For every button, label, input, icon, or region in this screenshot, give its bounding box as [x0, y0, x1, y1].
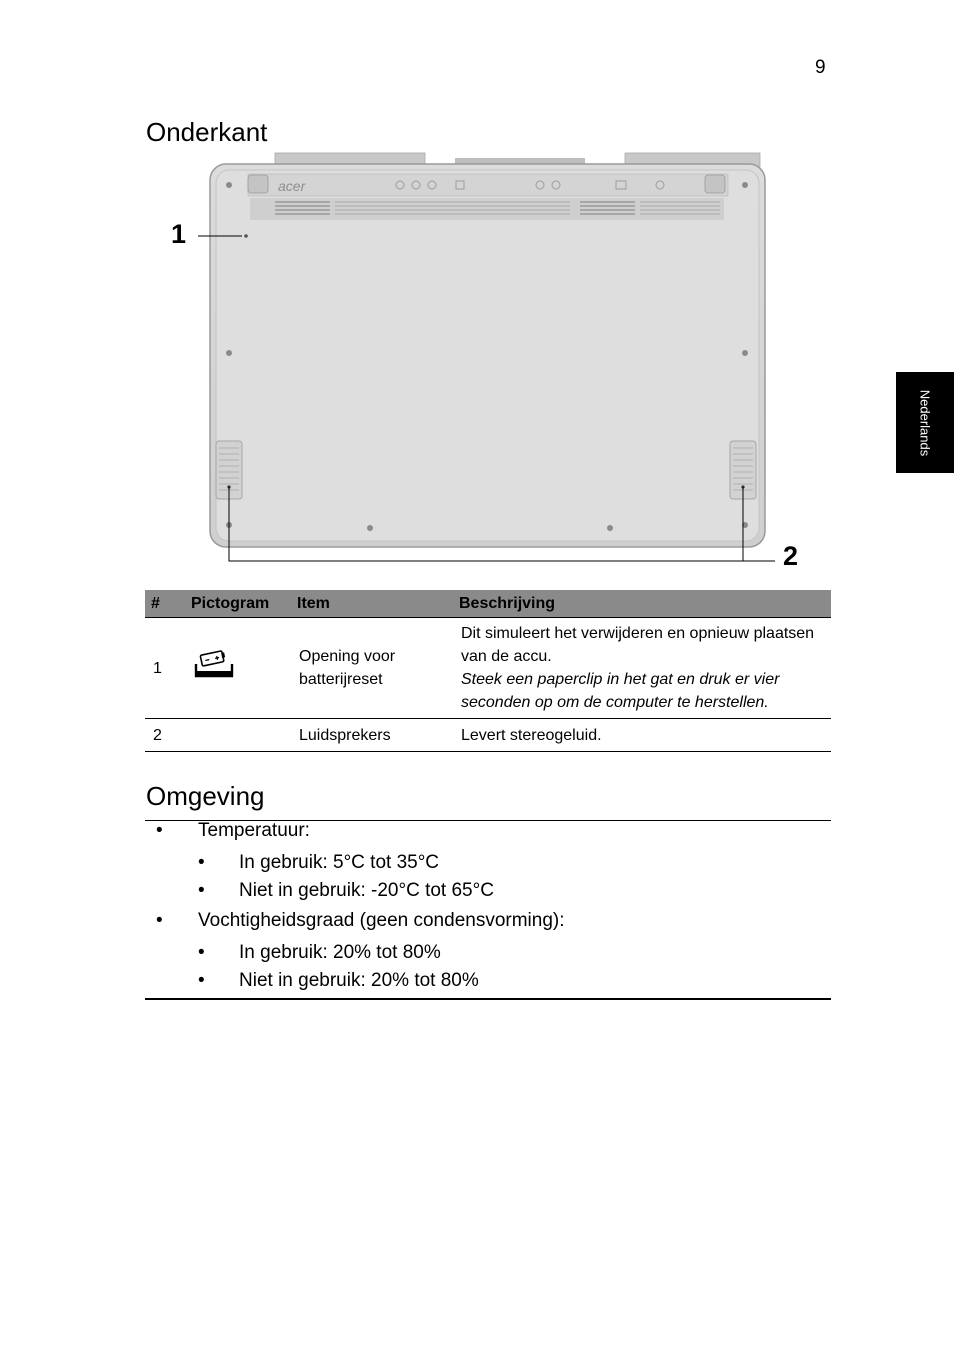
bullet-icon: • [198, 852, 205, 873]
list-item: Niet in gebruik: -20°C tot 65°C [239, 880, 494, 901]
language-side-tab [896, 372, 954, 473]
section-title-omgeving: Omgeving [146, 781, 265, 811]
row-number: 1 [145, 618, 185, 719]
row-description-text: Dit simuleert het verwijderen en opnieuw plaatsen van de accu. [461, 625, 815, 665]
language-side-tab-label: Nederlands [917, 389, 933, 456]
divider [145, 998, 831, 1000]
bullet-icon: • [198, 942, 205, 963]
section-title-onderkant: Onderkant [146, 117, 268, 147]
page-number: 9 [815, 57, 826, 78]
col-header-description: Beschrijving [453, 590, 831, 618]
callout-1: 1 [171, 219, 187, 249]
bullet-icon: • [198, 970, 205, 991]
row-description: Levert stereogeluid. [453, 719, 831, 752]
components-table [145, 590, 831, 752]
row-description [453, 618, 831, 719]
list-item: Niet in gebruik: 20% tot 80% [239, 970, 479, 991]
row-number: 2 [145, 719, 185, 752]
row-item: Luidsprekers [291, 719, 453, 752]
bullet-icon: • [156, 910, 163, 931]
battery-reset-icon [193, 667, 235, 684]
table-row [145, 618, 831, 719]
col-header-number: # [145, 590, 185, 618]
row-pictogram [185, 719, 291, 752]
laptop-bottom-illustration [160, 150, 810, 580]
humidity-label: Vochtigheidsgraad (geen condensvorming): [198, 910, 565, 931]
row-pictogram [185, 618, 291, 719]
row-description-italic: Steek een paperclip in het gat en druk er vier seconden op om de computer te herstellen. [461, 671, 780, 711]
acer-logo: acer [278, 178, 306, 194]
temperature-label: Temperatuur: [198, 820, 310, 841]
col-header-pictogram: Pictogram [185, 590, 291, 618]
table-row [145, 719, 831, 752]
row-item: Opening voor batterijreset [291, 618, 453, 719]
laptop-bottom-figure [160, 150, 810, 580]
col-header-item: Item [291, 590, 453, 618]
bullet-icon: • [156, 820, 163, 841]
bullet-icon: • [198, 880, 205, 901]
table-header-row [145, 590, 831, 618]
callout-2: 2 [783, 541, 799, 571]
list-item: In gebruik: 20% tot 80% [239, 942, 441, 963]
list-item: In gebruik: 5°C tot 35°C [239, 852, 440, 873]
